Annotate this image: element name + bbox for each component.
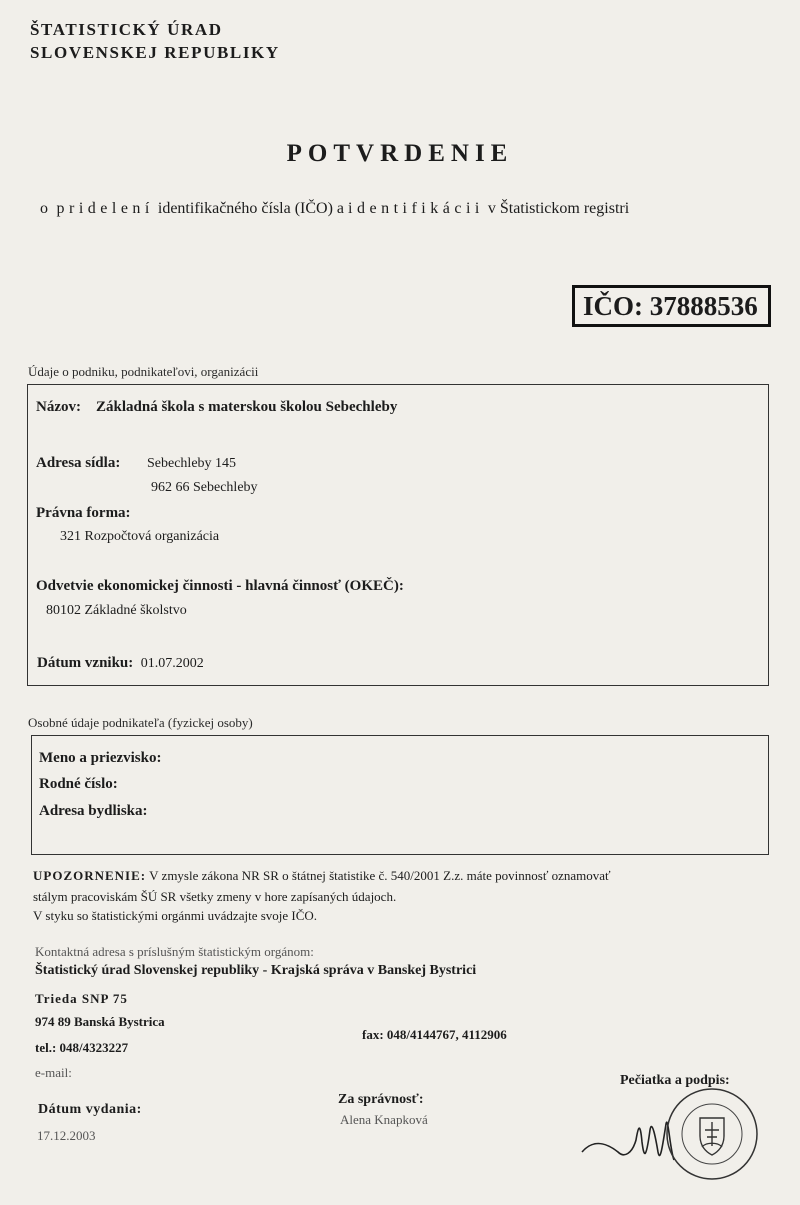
contact-street: Trieda SNP 75	[35, 991, 128, 1006]
legal-form-value: 321 Rozpočtová organizácia	[60, 529, 220, 544]
founding-date-label: Dátum vzniku:	[37, 655, 134, 671]
subtitle-part-4: a	[336, 200, 345, 217]
subtitle-part-5: identifikácii	[348, 200, 484, 217]
subtitle-part-6: v Štatistickom registri	[487, 200, 630, 217]
stamp-signature-label: Pečiatka a podpis:	[620, 1073, 730, 1088]
issue-date-value: 17.12.2003	[37, 1128, 96, 1143]
double-cross-emblem	[705, 1122, 719, 1146]
subtitle-part-3: identifikačného čísla (IČO)	[157, 200, 333, 217]
founding-date-value: 01.07.2002	[140, 656, 204, 671]
handwritten-signature	[582, 1122, 674, 1160]
legal-form-label: Právna forma:	[36, 505, 131, 521]
birth-number-label: Rodné číslo:	[39, 776, 118, 792]
ico-number-box: IČO: 37888536	[572, 285, 771, 327]
contact-office: Štatistický úrad Slovenskej republiky - Krajská správa v Banskej Bystrici	[35, 963, 477, 978]
subtitle-part-1: o	[40, 200, 53, 217]
okec-label: Odvetvie ekonomickej činnosti - hlavná činnosť (OKEČ):	[36, 578, 404, 594]
notice-line-3: V styku so štatistickými orgánmi uvádzajte svoje IČO.	[33, 908, 318, 923]
contact-label: Kontaktná adresa s príslušným štatistickým orgánom:	[35, 944, 314, 959]
contact-fax: fax: 048/4144767, 4112906	[362, 1027, 507, 1042]
verified-by-label: Za správnosť:	[338, 1092, 424, 1107]
notice-text-1: V zmysle zákona NR SR o štátnej štatistike č. 540/2001 Z.z. máte povinnosť oznamovať	[149, 868, 611, 883]
verified-by-value: Alena Knapková	[340, 1112, 428, 1127]
person-section-label: Osobné údaje podnikateľa (fyzickej osoby)	[28, 715, 253, 730]
notice-line-2: stálym pracoviskám ŠÚ SR všetky zmeny v hore zapísaných údajoch.	[33, 889, 397, 904]
okec-value: 80102 Základné školstvo	[46, 603, 187, 618]
contact-email: e-mail:	[35, 1065, 72, 1080]
person-name-label: Meno a priezvisko:	[39, 750, 162, 766]
company-name-row	[36, 399, 397, 416]
contact-tel: tel.: 048/4323227	[35, 1040, 129, 1055]
contact-city: 974 89 Banská Bystrica	[35, 1014, 165, 1029]
founding-date-row	[37, 655, 204, 672]
issue-date-label: Dátum vydania:	[38, 1102, 142, 1117]
document-title: POTVRDENIE	[286, 140, 514, 167]
notice-line-1	[33, 868, 611, 884]
address-line-2: 962 66 Sebechleby	[151, 480, 258, 495]
issuer-header	[30, 18, 280, 64]
notice-heading: UPOZORNENIE:	[33, 868, 147, 883]
issuer-line-1: ŠTATISTICKÝ ÚRAD	[30, 20, 223, 39]
subtitle-part-2: pridelení	[56, 200, 154, 217]
company-name-label: Názov:	[36, 399, 81, 415]
company-name-value: Základná škola s materskou školou Sebechleby	[96, 399, 398, 415]
document-subtitle	[40, 200, 629, 218]
signature-and-stamp-seal	[572, 1080, 772, 1190]
address-line-1: Sebechleby 145	[147, 456, 237, 471]
issuer-line-2: SLOVENSKEJ REPUBLIKY	[30, 43, 280, 62]
residence-address-label: Adresa bydliska:	[39, 803, 148, 819]
address-label: Adresa sídla:	[36, 455, 121, 471]
company-section-label: Údaje o podniku, podnikateľovi, organizácii	[28, 364, 259, 379]
